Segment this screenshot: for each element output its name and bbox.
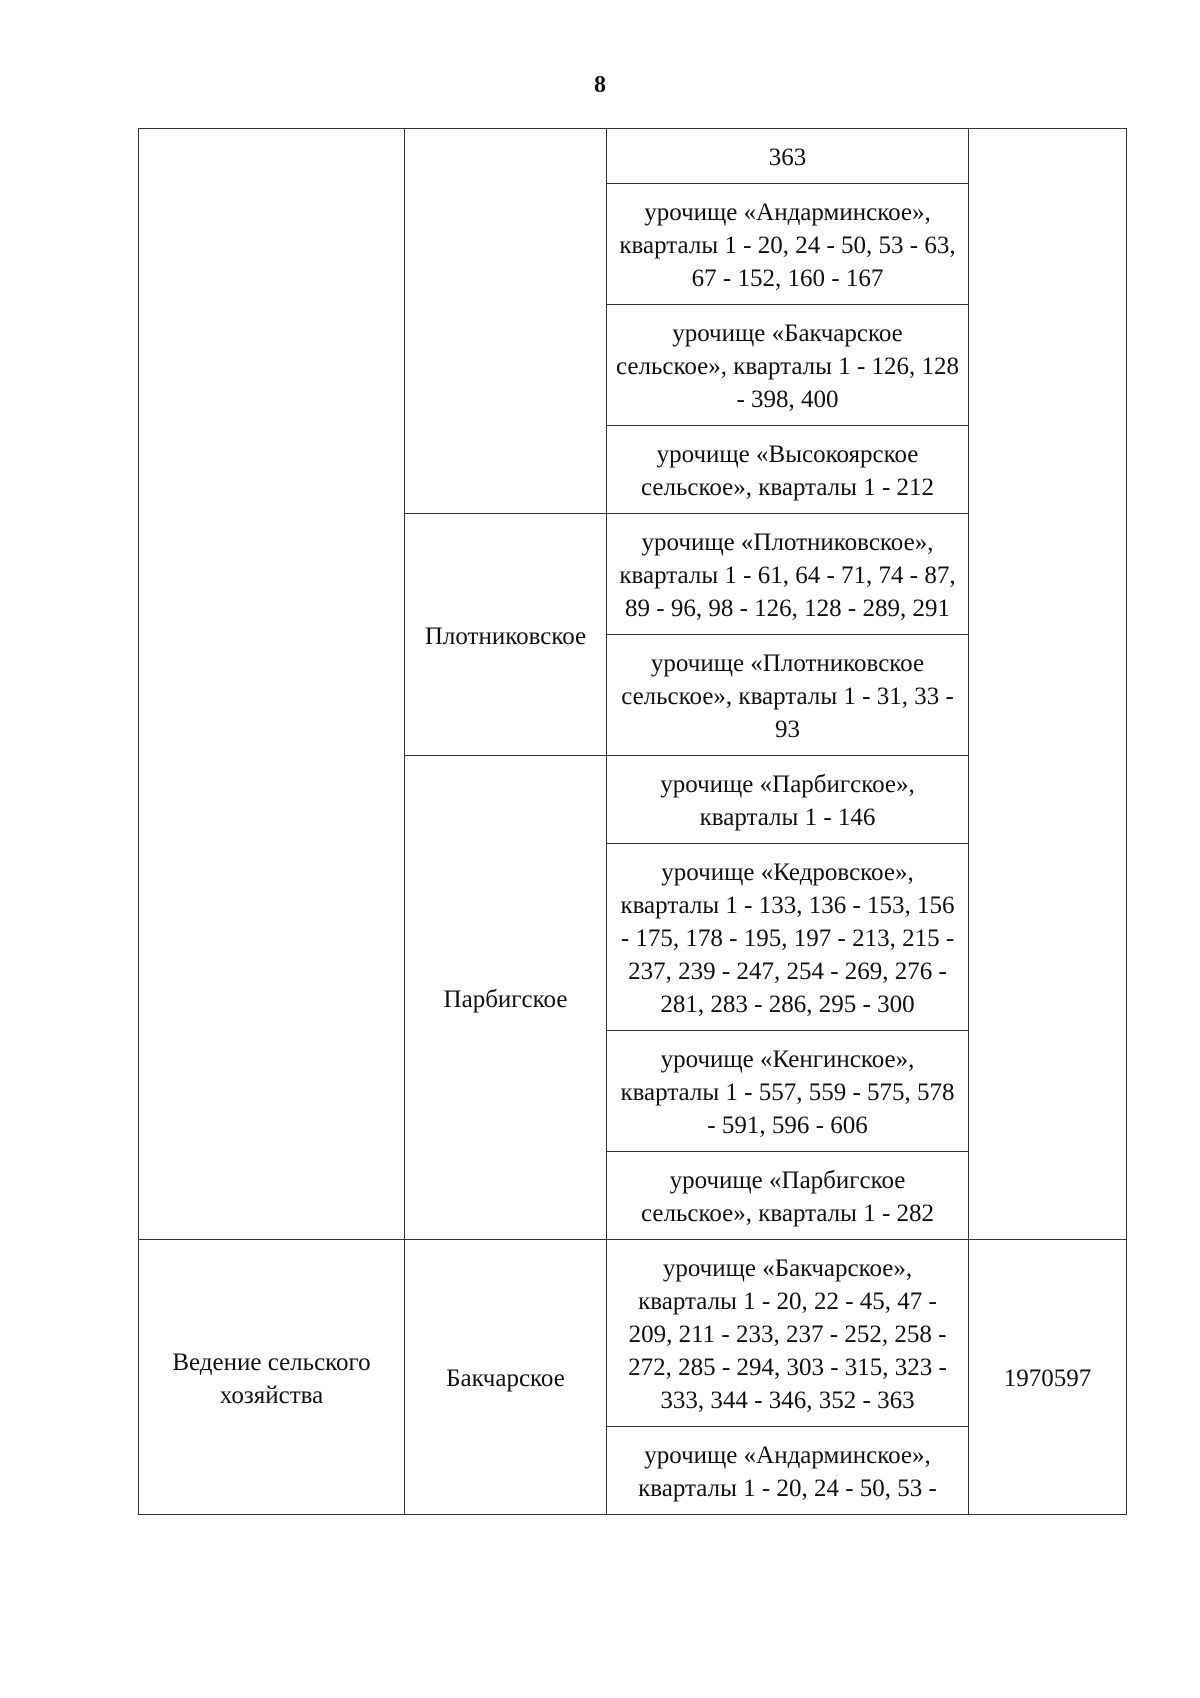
district-cell-continued bbox=[405, 129, 607, 514]
area-description-cell: урочище «Бакчарское», кварталы 1 - 20, 22 - 45, 47 - 209, 211 - 233, 237 - 252, 258 - 272, 285 - 294, 303 - 315, 323 - 333, 344 - 346, 352 - 363 bbox=[607, 1240, 969, 1427]
area-description-cell: урочище «Кедровское», кварталы 1 - 133, 136 - 153, 156 - 175, 178 - 195, 197 - 213, 215 - 237, 239 - 247, 254 - 269, 276 - 281, 283 - 286, 295 - 300 bbox=[607, 844, 969, 1031]
area-value-cell-continued bbox=[969, 129, 1127, 1240]
area-description-cell: урочище «Андарминское», кварталы 1 - 20, 24 - 50, 53 - bbox=[607, 1427, 969, 1515]
area-description-cell: урочище «Плотниковское сельское», кварталы 1 - 31, 33 - 93 bbox=[607, 635, 969, 756]
area-description-cell: урочище «Плотниковское», кварталы 1 - 61, 64 - 71, 74 - 87, 89 - 96, 98 - 126, 128 - 289, 291 bbox=[607, 514, 969, 635]
purpose-cell: Ведение сельского хозяйства bbox=[139, 1240, 405, 1515]
table-row bbox=[139, 1240, 1127, 1427]
area-description-cell: урочище «Бакчарское сельское», кварталы 1 - 126, 128 - 398, 400 bbox=[607, 305, 969, 426]
area-description-cell: урочище «Кенгинское», кварталы 1 - 557, 559 - 575, 578 - 591, 596 - 606 bbox=[607, 1031, 969, 1152]
area-description-cell: урочище «Парбигское», кварталы 1 - 146 bbox=[607, 756, 969, 844]
area-description-cell: 363 bbox=[607, 129, 969, 184]
purpose-cell-continued bbox=[139, 129, 405, 1240]
page-number: 8 bbox=[594, 72, 606, 98]
area-description-cell: урочище «Парбигское сельское», кварталы 1 - 282 bbox=[607, 1152, 969, 1240]
area-description-cell: урочище «Высокоярское сельское», кварталы 1 - 212 bbox=[607, 426, 969, 514]
area-value-cell: 1970597 bbox=[969, 1240, 1127, 1515]
area-description-cell: урочище «Андарминское», кварталы 1 - 20, 24 - 50, 53 - 63, 67 - 152, 160 - 167 bbox=[607, 184, 969, 305]
district-cell-bakcharskoe: Бакчарское bbox=[405, 1240, 607, 1515]
land-table bbox=[138, 128, 1127, 1515]
district-cell-parbigskoe: Парбигское bbox=[405, 756, 607, 1240]
district-cell-plotnikovskoe: Плотниковское bbox=[405, 514, 607, 756]
table-row bbox=[139, 129, 1127, 184]
